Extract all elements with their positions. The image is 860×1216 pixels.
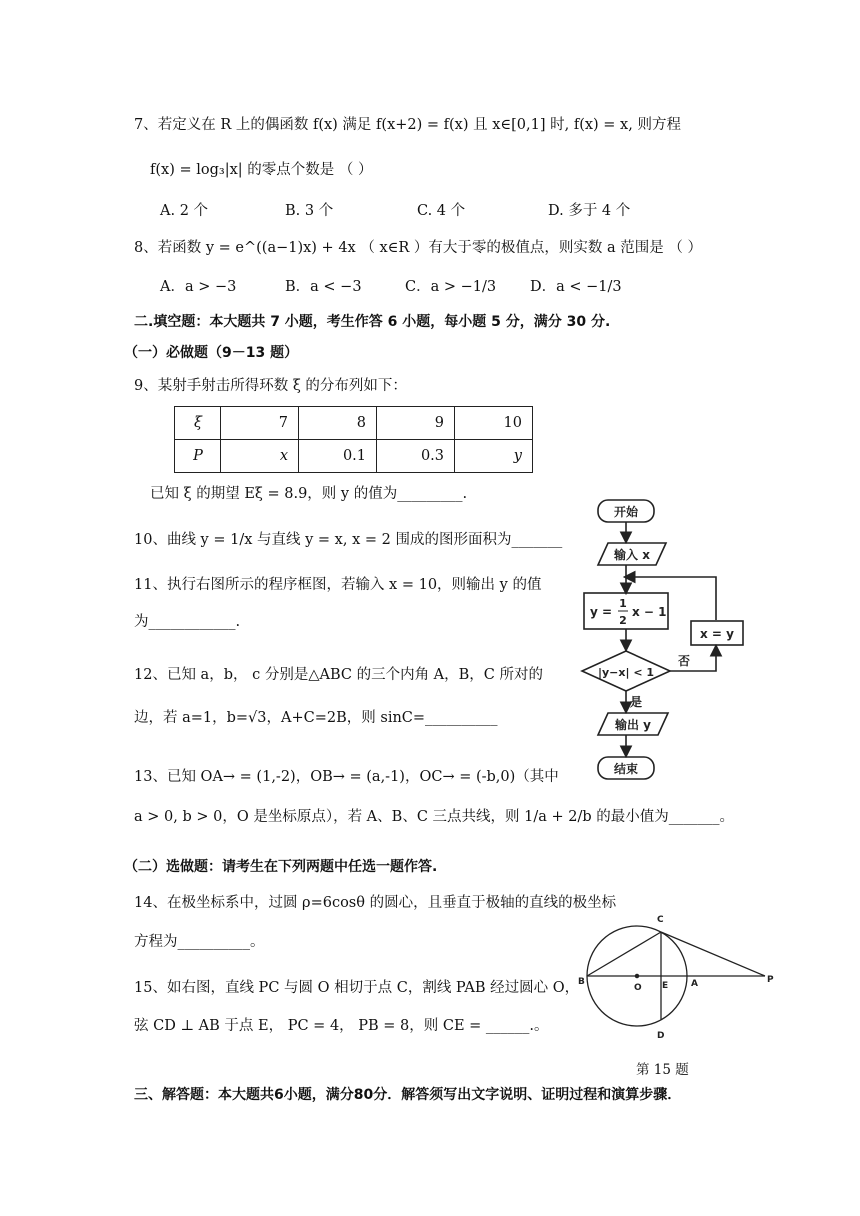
program-flowchart [576,497,776,787]
label-b: B [578,977,585,987]
label-o: O [634,983,642,993]
figure-15-caption: 第 15 题 [636,1062,689,1078]
section3-title: 三、解答题：本大题共6小题，满分80分．解答须写出文字说明、证明过程和演算步骤． [134,1087,682,1103]
q7-option-a: A. 2 个 [160,203,209,219]
table-cell: 0.1 [299,440,377,473]
table-row [175,407,533,440]
section2-optional: （二）选做题：请考生在下列两题中任选一题作答. [124,859,438,875]
q8-option-b: B．a < −3 [285,279,362,295]
q7-line2: f(x) = log₃|x| 的零点个数是 （ ） [150,162,373,178]
q8-option-a: A．a > −3 [160,279,237,295]
flow-process-den: 2 [619,614,627,627]
q14-line2: 方程为__________。 [134,934,265,950]
label-p: P [767,975,774,985]
q8-option-d: D．a < −1/3 [530,279,622,295]
q9-line2: 已知 ξ 的期望 Eξ = 8.9，则 y 的值为_________. [150,486,468,502]
flow-process-lhs: y = [590,605,613,619]
q10-line: 10、曲线 y = 1/x 与直线 y = x, x = 2 围成的图形面积为_______ [134,532,563,548]
q12-line1: 12、已知 a，b， c 分别是△ABC 的三个内角 A，B，C 所对的 [134,667,544,683]
table-cell: 8 [299,407,377,440]
q9-distribution-table [174,406,533,473]
flow-end-text: 结束 [613,762,639,776]
q11-line1: 11、执行右图所示的程序框图，若输入 x = 10，则输出 y 的值 [134,577,542,593]
flow-yes-label: 是 [630,695,643,709]
q13-line2: a > 0, b > 0，O 是坐标原点），若 A、B、C 三点共线，则 1/a + 2/b 的最小值为_______。 [134,809,734,825]
section2-required: （一）必做题（9－13 题） [124,345,299,361]
table-cell: 0.3 [377,440,455,473]
label-d: D [657,1031,665,1041]
center-point [635,974,638,977]
flow-input-text: 输入 x [614,548,650,562]
label-c: C [657,915,664,925]
circle-tangent-figure [575,912,785,1052]
q15-line1: 15、如右图，直线 PC 与圆 O 相切于点 C，割线 PAB 经过圆心 O， [134,980,580,996]
table-cell: 10 [455,407,533,440]
table-cell: ξ [175,407,221,440]
tangent-pc [661,932,765,976]
q8-option-c: C．a > −1/3 [405,279,497,295]
flow-process-num: 1 [619,597,627,610]
table-cell: y [455,440,533,473]
table-cell: 7 [221,407,299,440]
q7-option-c: C. 4 个 [417,203,466,219]
table-cell: P [175,440,221,473]
label-e: E [662,981,669,991]
section2-title: 二.填空题：本大题共 7 小题，考生作答 6 小题，每小题 5 分，满分 30 分. [134,314,611,330]
table-cell: 9 [377,407,455,440]
q8-line: 8、若函数 y = e^((a−1)x) + 4x （ x∈R ）有大于零的极值点，则实数 a 范围是 （ ） [134,240,702,256]
q7-option-b: B. 3 个 [285,203,334,219]
q15-line2: 弦 CD ⊥ AB 于点 E， PC = 4， PB = 8，则 CE = ______.。 [134,1018,549,1034]
label-a: A [691,979,698,989]
flow-output-text: 输出 y [614,718,652,732]
flow-process-rhs: x − 1 [632,605,667,619]
q13-line1: 13、已知 OA→ = (1,-2)，OB→ = (a,-1)，OC→ = (-b,0)（其中 [134,769,559,785]
table-cell: x [221,440,299,473]
q11-line2: 为____________. [134,614,241,630]
flow-no-label: 否 [678,654,691,668]
q9-line: 9、某射手射击所得环数 ξ 的分布列如下： [134,378,407,394]
chord-bc [587,932,661,976]
flow-start-text: 开始 [613,505,639,519]
table-row [175,440,533,473]
q12-line2: 边，若 a=1，b=√3，A+C=2B，则 sinC=__________ [134,710,498,726]
flow-decision-text: |y−x| < 1 [597,666,655,679]
q7-option-d: D. 多于 4 个 [548,203,631,219]
q7-line1: 7、若定义在 R 上的偶函数 f(x) 满足 f(x+2) = f(x) 且 x∈[0,1] 时, f(x) = x, 则方程 [134,117,681,133]
flow-assign-text: x = y [700,627,734,641]
q14-line1: 14、在极坐标系中，过圆 ρ=6cosθ 的圆心，且垂直于极轴的直线的极坐标 [134,895,617,911]
